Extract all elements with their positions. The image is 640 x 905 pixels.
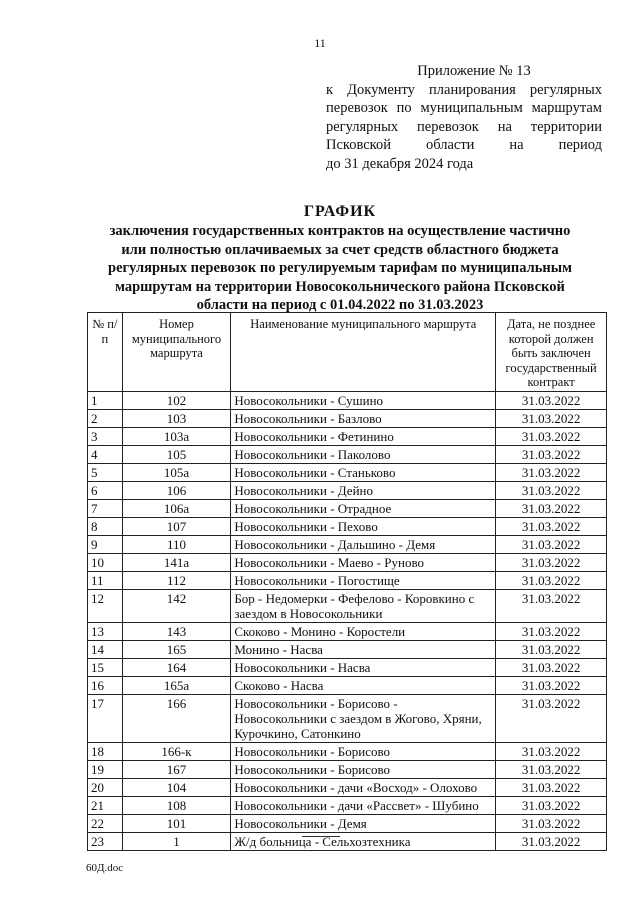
table-row bbox=[88, 796, 607, 814]
route-number-cell: 112 bbox=[122, 571, 231, 589]
row-no-cell: 19 bbox=[88, 760, 123, 778]
route-name-cell: Новосокольники - Борисово - Новосокольники с заездом в Жогово, Хряни, Курочкино, Сатонкино bbox=[231, 694, 496, 742]
row-no-cell: 13 bbox=[88, 622, 123, 640]
table-row bbox=[88, 445, 607, 463]
date-cell: 31.03.2022 bbox=[496, 694, 607, 742]
route-name-cell: Новосокольники - дачи «Рассвет» - Шубино bbox=[231, 796, 496, 814]
row-no-cell: 3 bbox=[88, 427, 123, 445]
document-subtitle-line: или полностью оплачиваемых за счет средств областного бюджета bbox=[121, 241, 559, 258]
row-no-cell: 23 bbox=[88, 832, 123, 850]
row-no-cell: 16 bbox=[88, 676, 123, 694]
document-subtitle-line: маршрутам на территории Новосокольнического района Псковской bbox=[115, 278, 565, 295]
table-row bbox=[88, 535, 607, 553]
table-row bbox=[88, 778, 607, 796]
route-name-cell: Скоково - Насва bbox=[231, 676, 496, 694]
table-row bbox=[88, 622, 607, 640]
route-name-cell: Бор - Недомерки - Фефелово - Коровкино с заездом в Новосокольники bbox=[231, 589, 496, 622]
route-name-cell: Новосокольники - Борисово bbox=[231, 742, 496, 760]
header-route-name: Наименование муниципального маршрута bbox=[231, 313, 496, 392]
row-no-cell: 10 bbox=[88, 553, 123, 571]
route-name-cell: Новосокольники - Паколово bbox=[231, 445, 496, 463]
route-number-cell: 142 bbox=[122, 589, 231, 622]
route-number-cell: 166 bbox=[122, 694, 231, 742]
appendix-line: к Документу планирования регулярных bbox=[326, 81, 602, 98]
route-number-cell: 106 bbox=[122, 481, 231, 499]
appendix-block bbox=[326, 62, 602, 173]
route-name-cell: Новосокольники - Демя bbox=[231, 814, 496, 832]
route-name-cell: Новосокольники - Насва bbox=[231, 658, 496, 676]
date-cell: 31.03.2022 bbox=[496, 535, 607, 553]
date-cell: 31.03.2022 bbox=[496, 742, 607, 760]
row-no-cell: 17 bbox=[88, 694, 123, 742]
date-cell: 31.03.2022 bbox=[496, 481, 607, 499]
row-no-cell: 9 bbox=[88, 535, 123, 553]
appendix-title: Приложение № 13 bbox=[417, 63, 531, 79]
table-row bbox=[88, 832, 607, 850]
page-number: 11 bbox=[314, 36, 326, 50]
document-subtitle-line: области на период с 01.04.2022 по 31.03.2023 bbox=[196, 297, 484, 313]
schedule-table bbox=[87, 312, 607, 851]
route-name-cell: Новосокольники - Маево - Руново bbox=[231, 553, 496, 571]
appendix-line: регулярных перевозок на территории bbox=[326, 118, 602, 135]
row-no-cell: 7 bbox=[88, 499, 123, 517]
table-row bbox=[88, 658, 607, 676]
row-no-cell: 8 bbox=[88, 517, 123, 535]
date-cell: 31.03.2022 bbox=[496, 571, 607, 589]
date-cell: 31.03.2022 bbox=[496, 409, 607, 427]
route-number-cell: 101 bbox=[122, 814, 231, 832]
row-no-cell: 4 bbox=[88, 445, 123, 463]
row-no-cell: 15 bbox=[88, 658, 123, 676]
document-title: ГРАФИК bbox=[303, 203, 377, 220]
route-name-cell: Новосокольники - Фетинино bbox=[231, 427, 496, 445]
route-number-cell: 143 bbox=[122, 622, 231, 640]
date-cell: 31.03.2022 bbox=[496, 427, 607, 445]
row-no-cell: 20 bbox=[88, 778, 123, 796]
table-row bbox=[88, 640, 607, 658]
route-number-cell: 108 bbox=[122, 796, 231, 814]
route-number-cell: 107 bbox=[122, 517, 231, 535]
date-cell: 31.03.2022 bbox=[496, 760, 607, 778]
table-row bbox=[88, 481, 607, 499]
date-cell: 31.03.2022 bbox=[496, 796, 607, 814]
route-name-cell: Новосокольники - Дейно bbox=[231, 481, 496, 499]
date-cell: 31.03.2022 bbox=[496, 589, 607, 622]
date-cell: 31.03.2022 bbox=[496, 499, 607, 517]
route-name-cell: Скоково - Монино - Коростели bbox=[231, 622, 496, 640]
header-no: № п/п bbox=[88, 313, 123, 392]
route-name-cell: Новосокольники - Пехово bbox=[231, 517, 496, 535]
table-row bbox=[88, 463, 607, 481]
route-number-cell: 166-к bbox=[122, 742, 231, 760]
table-row bbox=[88, 499, 607, 517]
document-subtitle-line: регулярных перевозок по регулируемым тарифам по муниципальным bbox=[108, 260, 572, 276]
table-row bbox=[88, 676, 607, 694]
row-no-cell: 21 bbox=[88, 796, 123, 814]
table-row bbox=[88, 391, 607, 409]
date-cell: 31.03.2022 bbox=[496, 622, 607, 640]
route-number-cell: 1 bbox=[122, 832, 231, 850]
row-no-cell: 11 bbox=[88, 571, 123, 589]
route-number-cell: 165 bbox=[122, 640, 231, 658]
route-number-cell: 105а bbox=[122, 463, 231, 481]
table-row bbox=[88, 553, 607, 571]
table-row bbox=[88, 760, 607, 778]
date-cell: 31.03.2022 bbox=[496, 640, 607, 658]
date-cell: 31.03.2022 bbox=[496, 814, 607, 832]
route-name-cell: Монино - Насва bbox=[231, 640, 496, 658]
route-number-cell: 102 bbox=[122, 391, 231, 409]
date-cell: 31.03.2022 bbox=[496, 658, 607, 676]
table-row bbox=[88, 409, 607, 427]
header-route-number: Номер муниципального маршрута bbox=[122, 313, 231, 392]
date-cell: 31.03.2022 bbox=[496, 445, 607, 463]
table-row bbox=[88, 517, 607, 535]
route-number-cell: 141а bbox=[122, 553, 231, 571]
date-cell: 31.03.2022 bbox=[496, 463, 607, 481]
divider bbox=[302, 836, 340, 837]
row-no-cell: 22 bbox=[88, 814, 123, 832]
footer-filename: 60Д.doc bbox=[86, 862, 124, 874]
document-heading bbox=[80, 202, 600, 315]
route-name-cell: Новосокольники - Дальшино - Демя bbox=[231, 535, 496, 553]
route-name-cell: Новосокольники - Базлово bbox=[231, 409, 496, 427]
route-name-cell: Новосокольники - Отрадное bbox=[231, 499, 496, 517]
appendix-line: Псковской области на период bbox=[326, 137, 602, 153]
route-number-cell: 103 bbox=[122, 409, 231, 427]
row-no-cell: 14 bbox=[88, 640, 123, 658]
route-number-cell: 104 bbox=[122, 778, 231, 796]
route-name-cell: Новосокольники - дачи «Восход» - Олохово bbox=[231, 778, 496, 796]
row-no-cell: 6 bbox=[88, 481, 123, 499]
route-name-cell: Новосокольники - Станьково bbox=[231, 463, 496, 481]
table-row bbox=[88, 589, 607, 622]
table-row bbox=[88, 694, 607, 742]
route-name-cell: Новосокольники - Борисово bbox=[231, 760, 496, 778]
table-row bbox=[88, 427, 607, 445]
row-no-cell: 1 bbox=[88, 391, 123, 409]
table-body bbox=[88, 391, 607, 850]
appendix-line: перевозок по муниципальным маршрутам bbox=[326, 100, 602, 116]
route-number-cell: 165а bbox=[122, 676, 231, 694]
date-cell: 31.03.2022 bbox=[496, 391, 607, 409]
route-number-cell: 167 bbox=[122, 760, 231, 778]
route-name-cell: Новосокольники - Погостище bbox=[231, 571, 496, 589]
date-cell: 31.03.2022 bbox=[496, 553, 607, 571]
route-number-cell: 164 bbox=[122, 658, 231, 676]
route-name-cell: Новосокольники - Сушино bbox=[231, 391, 496, 409]
header-date: Дата, не позднее которой должен быть заключен государственный контракт bbox=[496, 313, 607, 392]
row-no-cell: 18 bbox=[88, 742, 123, 760]
route-number-cell: 103а bbox=[122, 427, 231, 445]
row-no-cell: 5 bbox=[88, 463, 123, 481]
date-cell: 31.03.2022 bbox=[496, 778, 607, 796]
table-row bbox=[88, 742, 607, 760]
table-header-row bbox=[88, 313, 607, 392]
row-no-cell: 12 bbox=[88, 589, 123, 622]
route-number-cell: 106а bbox=[122, 499, 231, 517]
row-no-cell: 2 bbox=[88, 409, 123, 427]
appendix-line: до 31 декабря 2024 года bbox=[326, 155, 474, 172]
route-number-cell: 110 bbox=[122, 535, 231, 553]
document-subtitle-line: заключения государственных контрактов на осуществление частично bbox=[109, 223, 571, 239]
table-row bbox=[88, 571, 607, 589]
route-number-cell: 105 bbox=[122, 445, 231, 463]
table-row bbox=[88, 814, 607, 832]
route-name-cell: Ж/д больница - Сельхозтехника bbox=[231, 832, 496, 850]
date-cell: 31.03.2022 bbox=[496, 832, 607, 850]
date-cell: 31.03.2022 bbox=[496, 517, 607, 535]
date-cell: 31.03.2022 bbox=[496, 676, 607, 694]
